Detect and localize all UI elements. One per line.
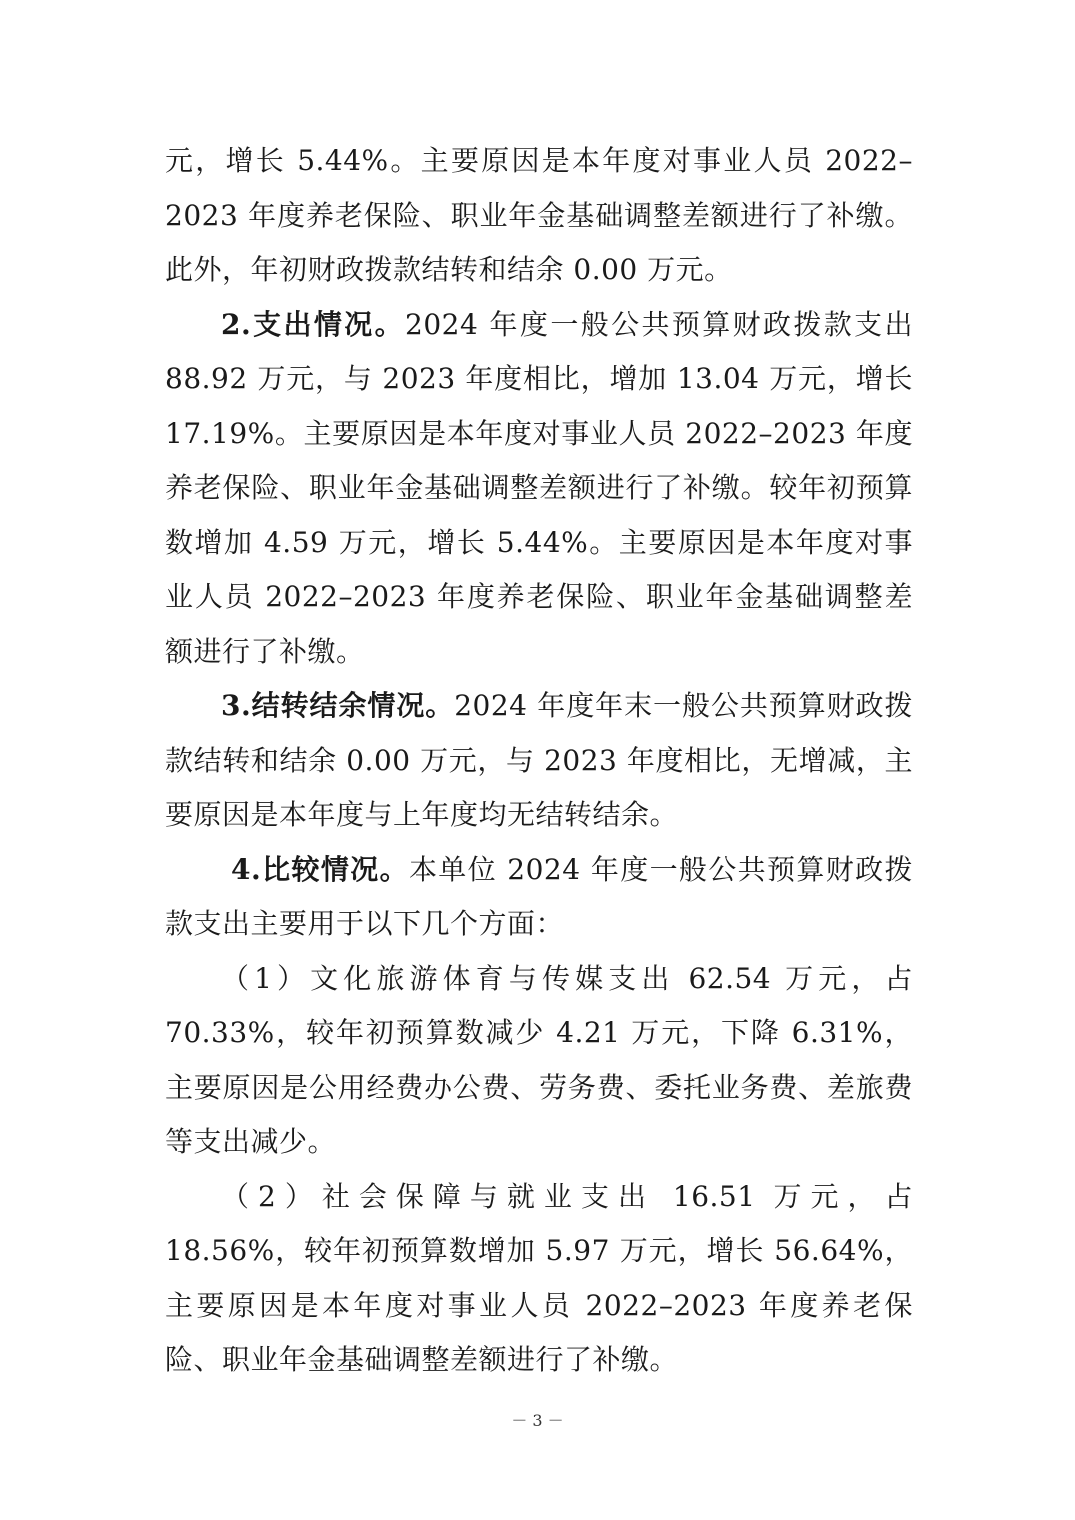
- paragraph-text: 本单位 2024 年度一般公共预算财政拨款支出主要用于以下几个方面：: [165, 852, 914, 940]
- section-heading-expenditure: 2.支出情况。: [221, 307, 406, 341]
- paragraph-income-continuation: [165, 134, 913, 298]
- paragraph-item-culture: [165, 952, 913, 1170]
- paragraph-text: （1）文化旅游体育与传媒支出 62.54 万元，占 70.33%，较年初预算数减少 4.21 万元，下降 6.31%，主要原因是公用经费办公费、劳务费、委托业务费、差旅费等支出减少。: [165, 961, 913, 1158]
- paragraph-text: 2024 年度一般公共预算财政拨款支出 88.92 万元，与 2023 年度相比，增加 13.04 万元，增长 17.19%。主要原因是本年度对事业人员 2022–2023 年度养老保险、职业年金基础调整差额进行了补缴。较年初预算数增加 4.59 万元，增长 5.44%。主要原因是本年度对事业人员 2022–2023 年度养老保险、职业年金基础调整差额进行了补缴。: [165, 307, 913, 668]
- paragraph-item-social-security: [165, 1170, 913, 1388]
- paragraph-text: （2）社会保障与就业支出 16.51 万元，占 18.56%，较年初预算数增加 5.97 万元，增长 56.64%，主要原因是本年度对事业人员 2022–2023 年度养老保险、职业年金基础调整差额进行了补缴。: [165, 1179, 913, 1376]
- section-heading-comparison: 4.比较情况。: [231, 852, 409, 886]
- paragraph-comparison: [165, 843, 913, 952]
- paragraph-expenditure: [165, 298, 913, 680]
- paragraph-text: 2024 年度年末一般公共预算财政拨款结转和结余 0.00 万元，与 2023 年度相比，无增减，主要原因是本年度与上年度均无结转结余。: [165, 689, 913, 831]
- document-body: [165, 134, 913, 1388]
- page-number: － 3 －: [511, 1411, 564, 1430]
- section-heading-carryover: 3.结转结余情况。: [221, 689, 455, 722]
- paragraph-text: 元，增长 5.44%。主要原因是本年度对事业人员 2022–2023 年度养老保险、职业年金基础调整差额进行了补缴。此外，年初财政拨款结转和结余 0.00 万元。: [165, 144, 913, 286]
- paragraph-carryover: [165, 679, 913, 843]
